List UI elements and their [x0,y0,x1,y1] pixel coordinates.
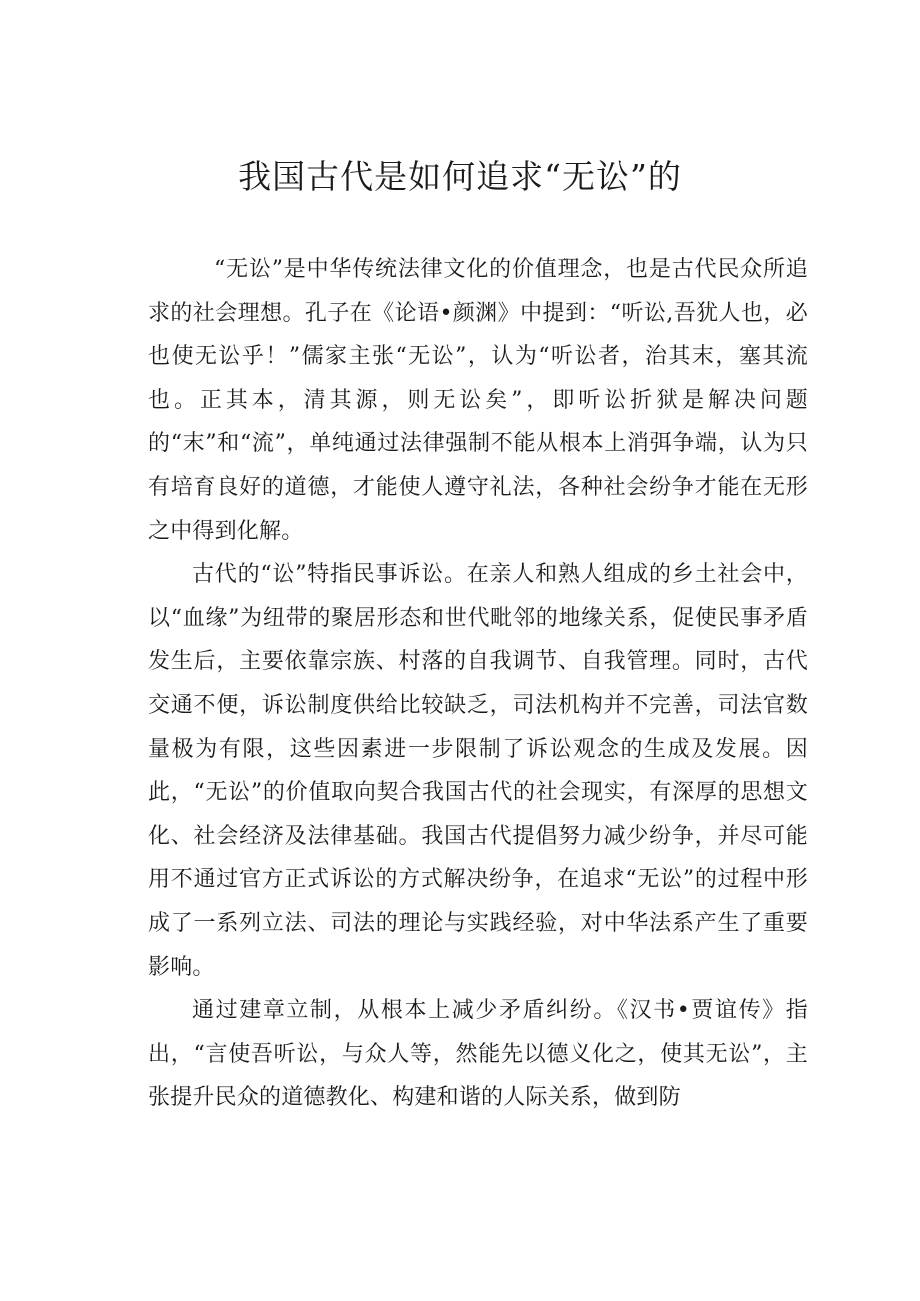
document-title: 我国古代是如何追求“无讼”的 [238,157,682,196]
document-body [148,248,808,1120]
paragraph-3: 通过建章立制，从根本上减少矛盾纠纷。《汉书•贾谊传》指出，“言使吾听讼，与众人等，然能先以德义化之，使其无讼”，主张提升民众的道德教化、构建和谐的人际关系，做到防 [148,998,808,1111]
paragraph-1: “无讼”是中华传统法律文化的价值理念，也是古代民众所追求的社会理想。孔子在《论语•颜渊》中提到：“听讼,吾犹人也，必也使无讼乎！”儒家主张“无讼”，认为“听讼者，治其末，塞其流也。正其本，清其源，则无讼矣”，即听讼折狱是解决问题的“末”和“流”，单纯通过法律强制不能从根本上消弭争端，认为只有培育良好的道德，才能使人遵守礼法，各种社会纷争才能在无形之中得到化解。 [148,257,808,544]
paragraph-2: 古代的“讼”特指民事诉讼。在亲人和熟人组成的乡土社会中，以“血缘”为纽带的聚居形态和世代毗邻的地缘关系，促使民事矛盾发生后，主要依靠宗族、村落的自我调节、自我管理。同时，古代交通不便，诉讼制度供给比较缺乏，司法机构并不完善，司法官数量极为有限，这些因素进一步限制了诉讼观念的生成及发展。因此，“无讼”的价值取向契合我国古代的社会现实，有深厚的思想文化、社会经济及法律基础。我国古代提倡努力减少纷争，并尽可能用不通过官方正式诉讼的方式解决纷争，在追求“无讼”的过程中形成了一系列立法、司法的理论与实践经验，对中华法系产生了重要影响。 [148,562,808,980]
